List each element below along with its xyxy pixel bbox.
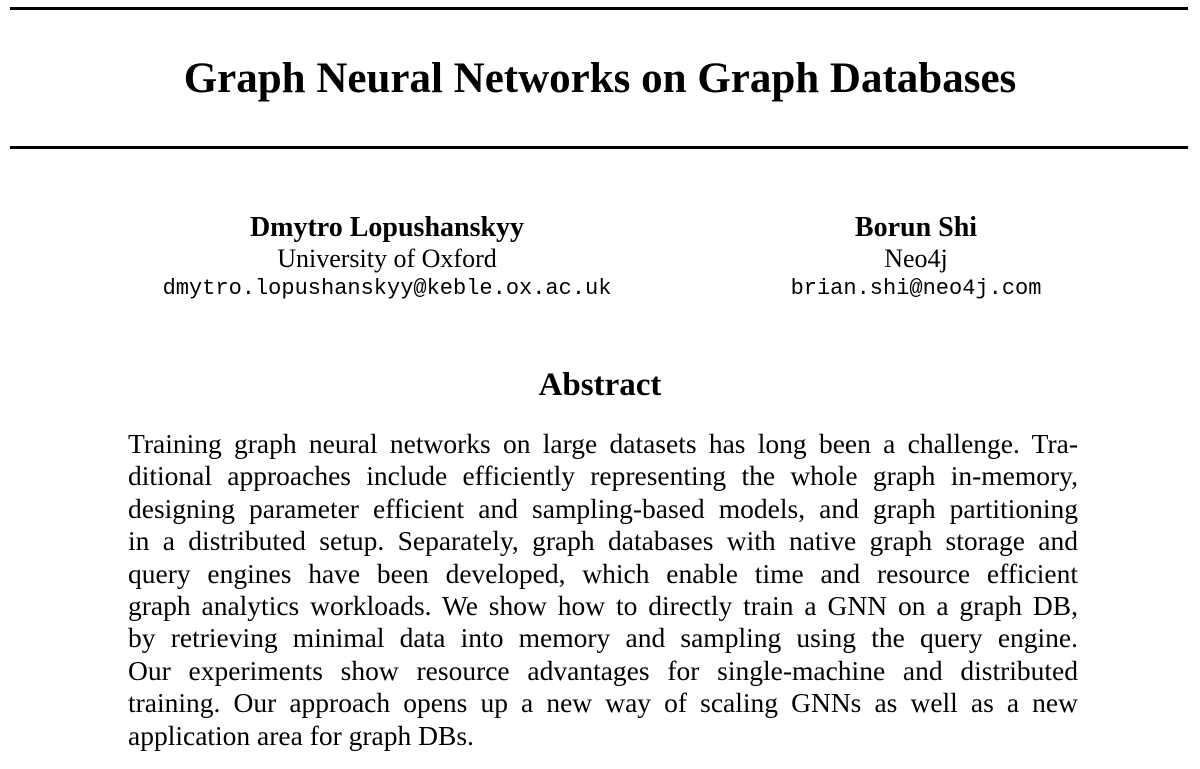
author-block (117, 212, 657, 304)
author-name: Dmytro Lopushanskyy (249, 212, 525, 243)
title-bottom-rule (10, 146, 1188, 149)
author-email: dmytro.lopushanskyy@keble.ox.ac.uk (162, 276, 612, 301)
top-rule (10, 7, 1188, 10)
author-affiliation: Neo4j (884, 244, 948, 273)
abstract-line: application area for graph DBs. (128, 719, 474, 751)
abstract-line: training. Our approach opens up a new way of scaling GNNs as well as a new (128, 687, 1078, 719)
author-name: Borun Shi (854, 212, 978, 243)
abstract-line: designing parameter efficient and sampling-based models, and graph partitioning (128, 492, 1078, 524)
author-affiliation: University of Oxford (277, 244, 497, 273)
abstract-line: Our experiments show resource advantages for single-machine and distributed (128, 654, 1078, 686)
paper-title: Graph Neural Networks on Graph Databases (183, 55, 1017, 102)
author-email: brian.shi@neo4j.com (790, 276, 1042, 301)
abstract-heading: Abstract (538, 367, 662, 403)
abstract-body (128, 428, 1078, 752)
abstract-line: Training graph neural networks on large datasets has long been a challenge. Tra- (128, 428, 1078, 459)
abstract-line: graph analytics workloads. We show how to directly train a GNN on a graph DB, (128, 590, 1078, 622)
abstract-line: ditional approaches include efficiently representing the whole graph in-memory, (128, 460, 1078, 492)
abstract-line: by retrieving minimal data into memory and sampling using the query engine. (128, 622, 1078, 654)
abstract-line: query engines have been developed, which enable time and resource efficient (128, 557, 1078, 589)
author-block (736, 212, 1096, 304)
abstract-line: in a distributed setup. Separately, graph databases with native graph storage and (128, 525, 1078, 557)
